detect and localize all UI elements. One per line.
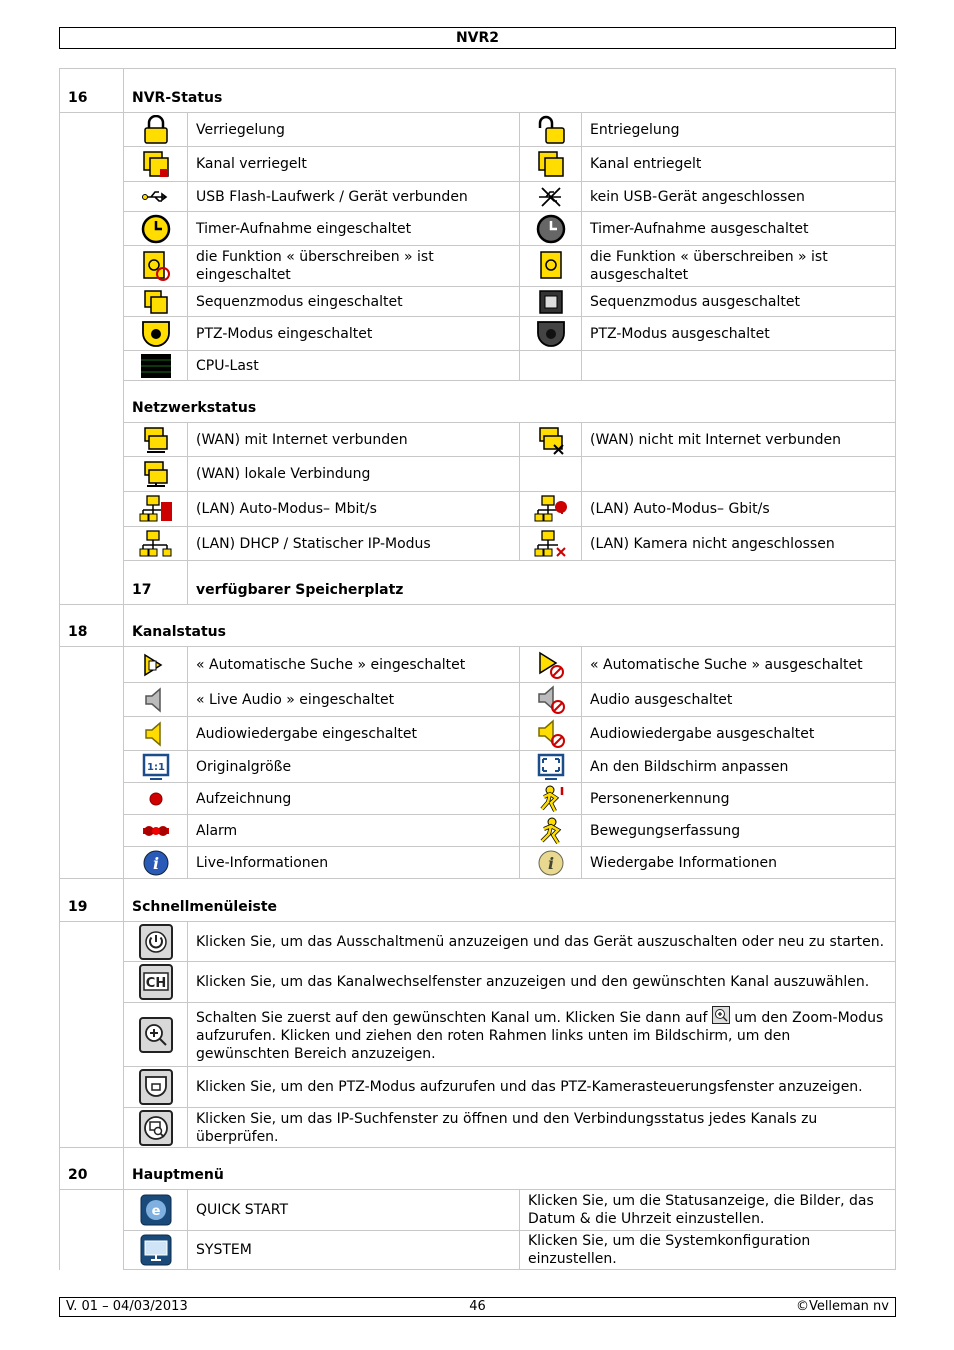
row-label: Live-Informationen bbox=[188, 847, 520, 879]
svg-text:e: e bbox=[151, 1204, 160, 1219]
section-number: 18 bbox=[60, 605, 124, 647]
row-label: Originalgröße bbox=[188, 751, 520, 783]
row-label: CPU-Last bbox=[188, 351, 520, 381]
sequence-on-icon bbox=[143, 289, 169, 315]
lan-gbit-icon bbox=[534, 494, 568, 524]
timer-off-icon bbox=[536, 214, 566, 244]
row-label: An den Bildschirm anpassen bbox=[582, 751, 896, 783]
live-audio-icon bbox=[141, 685, 171, 715]
row-description: Klicken Sie, um das IP-Suchfenster zu öffnen und den Verbindungsstatus jedes Kanals zu überprüfen. bbox=[188, 1108, 896, 1148]
unlock-icon bbox=[536, 115, 566, 145]
row-label: Kanal verriegelt bbox=[188, 147, 520, 182]
section-title: NVR-Status bbox=[124, 69, 896, 113]
row-label: Bewegungserfassung bbox=[582, 815, 896, 847]
row-label: Timer-Aufnahme ausgeschaltet bbox=[582, 212, 896, 246]
row-label bbox=[582, 351, 896, 381]
row-label: Personenerkennung bbox=[582, 783, 896, 815]
row-label: (LAN) Auto-Modus– Mbit/s bbox=[188, 492, 520, 527]
menu-item-description: Klicken Sie, um die Systemkonfiguration einzustellen. bbox=[520, 1231, 896, 1270]
record-icon bbox=[148, 791, 164, 807]
ptz-off-icon bbox=[536, 319, 566, 349]
section-title: Schnellmenüleiste bbox=[124, 879, 896, 922]
playback-info-icon bbox=[537, 849, 565, 877]
wan-local-icon bbox=[141, 459, 171, 489]
row-label: Timer-Aufnahme eingeschaltet bbox=[188, 212, 520, 246]
section-number: 19 bbox=[60, 879, 124, 922]
auto-search-on-icon bbox=[141, 649, 171, 681]
footer-copyright: ©Velleman nv bbox=[795, 1299, 889, 1314]
row-label: Audiowiedergabe eingeschaltet bbox=[188, 717, 520, 751]
lock-icon bbox=[141, 115, 171, 145]
original-size-icon bbox=[142, 753, 170, 781]
icon-table bbox=[59, 68, 896, 1270]
audio-playback-icon bbox=[141, 719, 171, 749]
wan-connected-icon bbox=[141, 425, 171, 455]
row-label: (LAN) Kamera nicht angeschlossen bbox=[582, 527, 896, 561]
section-number: 20 bbox=[60, 1148, 124, 1190]
audio-playback-off-icon bbox=[536, 719, 566, 749]
overwrite-on-icon bbox=[141, 250, 171, 282]
page-header: NVR2 bbox=[59, 27, 896, 49]
row-label: USB Flash-Laufwerk / Gerät verbunden bbox=[188, 182, 520, 212]
row-label: PTZ-Modus ausgeschaltet bbox=[582, 317, 896, 351]
row-label: kein USB-Gerät angeschlossen bbox=[582, 182, 896, 212]
svg-text:CH: CH bbox=[145, 976, 166, 991]
row-label: (WAN) lokale Verbindung bbox=[188, 457, 520, 492]
zoom-text-start: Schalten Sie zuerst auf den gewünschten Kanal um. Klicken Sie dann auf bbox=[196, 1010, 708, 1026]
section-number: 16 bbox=[60, 69, 124, 113]
row-label: « Live Audio » eingeschaltet bbox=[188, 683, 520, 717]
channel-switch-icon bbox=[139, 964, 173, 1000]
page-footer bbox=[59, 1297, 896, 1317]
row-label: Audiowiedergabe ausgeschaltet bbox=[582, 717, 896, 751]
row-label: Verriegelung bbox=[188, 113, 520, 147]
row-label: Alarm bbox=[188, 815, 520, 847]
row-label: « Automatische Suche » eingeschaltet bbox=[188, 647, 520, 683]
zoom-text-end: um den Zoom-Modus aufzurufen. Klicken und ziehen den roten Rahmen links unten im Bildschirm, um den gewünschten Bereich anzuzeigen. bbox=[196, 1010, 884, 1062]
channel-locked-icon bbox=[141, 149, 171, 179]
fit-screen-icon bbox=[537, 753, 565, 781]
timer-on-icon bbox=[141, 214, 171, 244]
zoom-icon bbox=[139, 1017, 173, 1053]
row-label: Entriegelung bbox=[582, 113, 896, 147]
svg-text:i: i bbox=[152, 853, 159, 873]
subsection-title: Netzwerkstatus bbox=[124, 381, 896, 423]
row-label: « Automatische Suche » ausgeschaltet bbox=[582, 647, 896, 683]
menu-item-description: Klicken Sie, um die Statusanzeige, die Bilder, das Datum & die Uhrzeit einzustellen. bbox=[520, 1190, 896, 1231]
ptz-menu-icon bbox=[139, 1069, 173, 1105]
lan-camera-disconnected-icon bbox=[534, 529, 568, 559]
row-label: Sequenzmodus eingeschaltet bbox=[188, 287, 520, 317]
svg-text:i: i bbox=[547, 853, 554, 873]
svg-text:1:1: 1:1 bbox=[146, 761, 165, 773]
audio-off-icon bbox=[536, 685, 566, 715]
row-label: Audio ausgeschaltet bbox=[582, 683, 896, 717]
row-label: Kanal entriegelt bbox=[582, 147, 896, 182]
menu-item-label: QUICK START bbox=[188, 1190, 520, 1231]
row-label: die Funktion « überschreiben » ist eingeschaltet bbox=[188, 246, 520, 287]
row-label: (WAN) nicht mit Internet verbunden bbox=[582, 423, 896, 457]
row-label: die Funktion « überschreiben » ist ausgeschaltet bbox=[582, 246, 896, 287]
live-info-icon bbox=[142, 849, 170, 877]
row-description bbox=[188, 1003, 896, 1067]
lan-dhcp-icon bbox=[139, 529, 173, 559]
row-label: Sequenzmodus ausgeschaltet bbox=[582, 287, 896, 317]
person-detection-icon bbox=[536, 785, 566, 813]
row-label: (LAN) Auto-Modus– Gbit/s bbox=[582, 492, 896, 527]
row-label: Wiedergabe Informationen bbox=[582, 847, 896, 879]
usb-disconnected-icon bbox=[536, 184, 566, 210]
footer-page-number: 46 bbox=[469, 1299, 486, 1314]
overwrite-off-icon bbox=[536, 250, 566, 282]
usb-icon bbox=[141, 187, 171, 207]
row-description: Klicken Sie, um das Kanalwechselfenster anzuzeigen und den gewünschten Kanal auszuwählen. bbox=[188, 962, 896, 1003]
wan-disconnected-icon bbox=[536, 425, 566, 455]
section-title: Kanalstatus bbox=[124, 605, 896, 647]
row-label: (LAN) DHCP / Statischer IP-Modus bbox=[188, 527, 520, 561]
row-label bbox=[582, 457, 896, 492]
channel-unlocked-icon bbox=[536, 149, 566, 179]
alarm-icon bbox=[141, 823, 171, 839]
row-label: (WAN) mit Internet verbunden bbox=[188, 423, 520, 457]
section-number: 17 bbox=[124, 561, 188, 605]
section-title: Hauptmenü bbox=[124, 1148, 896, 1190]
quick-start-icon bbox=[140, 1194, 172, 1226]
sequence-off-icon bbox=[538, 289, 564, 315]
zoom-inline-icon bbox=[712, 1006, 730, 1024]
menu-item-label: SYSTEM bbox=[188, 1231, 520, 1270]
row-description: Klicken Sie, um das Ausschaltmenü anzuzeigen und das Gerät auszuschalten oder neu zu starten. bbox=[188, 922, 896, 962]
row-label: PTZ-Modus eingeschaltet bbox=[188, 317, 520, 351]
system-icon bbox=[140, 1234, 172, 1266]
auto-search-off-icon bbox=[536, 649, 566, 681]
row-label: Aufzeichnung bbox=[188, 783, 520, 815]
section-title: verfügbarer Speicherplatz bbox=[188, 561, 896, 605]
ptz-on-icon bbox=[141, 319, 171, 349]
row-description: Klicken Sie, um den PTZ-Modus aufzurufen und das PTZ-Kamerasteuerungsfenster anzuzeigen. bbox=[188, 1067, 896, 1108]
ip-search-icon bbox=[139, 1110, 173, 1146]
lan-mbit-icon bbox=[139, 494, 173, 524]
motion-detection-icon bbox=[536, 817, 566, 845]
power-icon bbox=[139, 924, 173, 960]
cpu-load-icon bbox=[141, 354, 171, 378]
footer-version: V. 01 – 04/03/2013 bbox=[66, 1299, 188, 1314]
